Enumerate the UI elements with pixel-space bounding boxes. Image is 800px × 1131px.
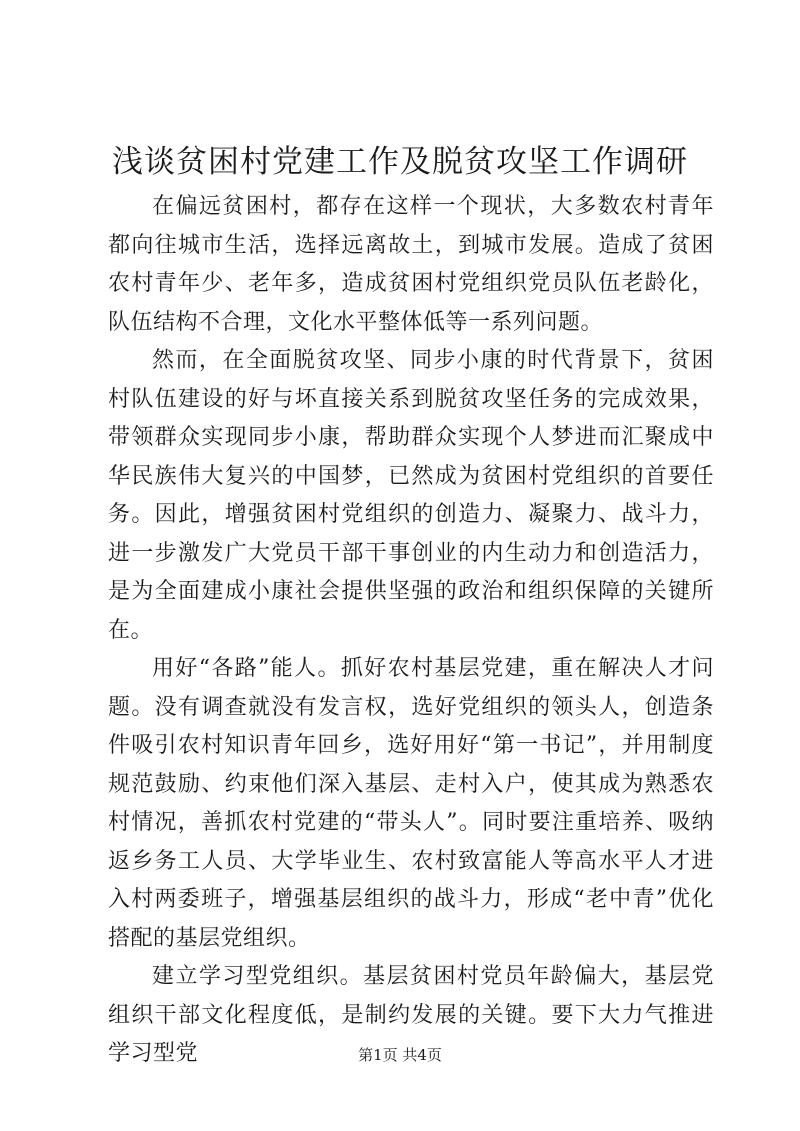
page-footer: 第1页 共4页 bbox=[358, 1046, 442, 1064]
paragraph-2: 然而，在全面脱贫攻坚、同步小康的时代背景下，贫困村队伍建设的好与坏直接关系到脱贫攻坚任务的完成效果，带领群众实现同步小康，帮助群众实现个人梦进而汇聚成中华民族伟大复兴的中国梦，已然成为贫困村党组织的首要任务。因此，增强贫困村党组织的创造力、凝聚力、战斗力，进一步激发广大党员干部干事创业的内生动力和创造活力，是为全面建成小康社会提供坚强的政治和组织保障的关键所在。 bbox=[108, 348, 714, 643]
paragraph-3: 用好“各路”能人。抓好农村基层党建，重在解决人才问题。没有调查就没有发言权，选好党组织的领头人，创造条件吸引农村知识青年回乡，选好用好“第一书记”，并用制度规范鼓励、约束他们深入基层、走村入户，使其成为熟悉农村情况，善抓农村党建的“带头人”。同时要注重培养、吸纳返乡务工人员、大学毕业生、农村致富能人等高水平人才进入村两委班子，增强基层组织的战斗力，形成“老中青”优化搭配的基层党组织。 bbox=[108, 656, 714, 951]
document-title: 浅谈贫困村党建工作及脱贫攻坚工作调研 bbox=[112, 144, 688, 180]
paragraph-4: 建立学习型党组织。基层贫困村党员年龄偏大，基层党组织干部文化程度低，是制约发展的关键。要下大力气推进学习型党 bbox=[108, 964, 714, 1066]
paragraph-1: 在偏远贫困村，都存在这样一个现状，大多数农村青年都向往城市生活，选择远离故土，到城市发展。造成了贫困农村青年少、老年多，造成贫困村党组织党员队伍老龄化，队伍结构不合理，文化水平整体低等一系列问题。 bbox=[108, 194, 714, 335]
document-body bbox=[108, 188, 714, 1074]
